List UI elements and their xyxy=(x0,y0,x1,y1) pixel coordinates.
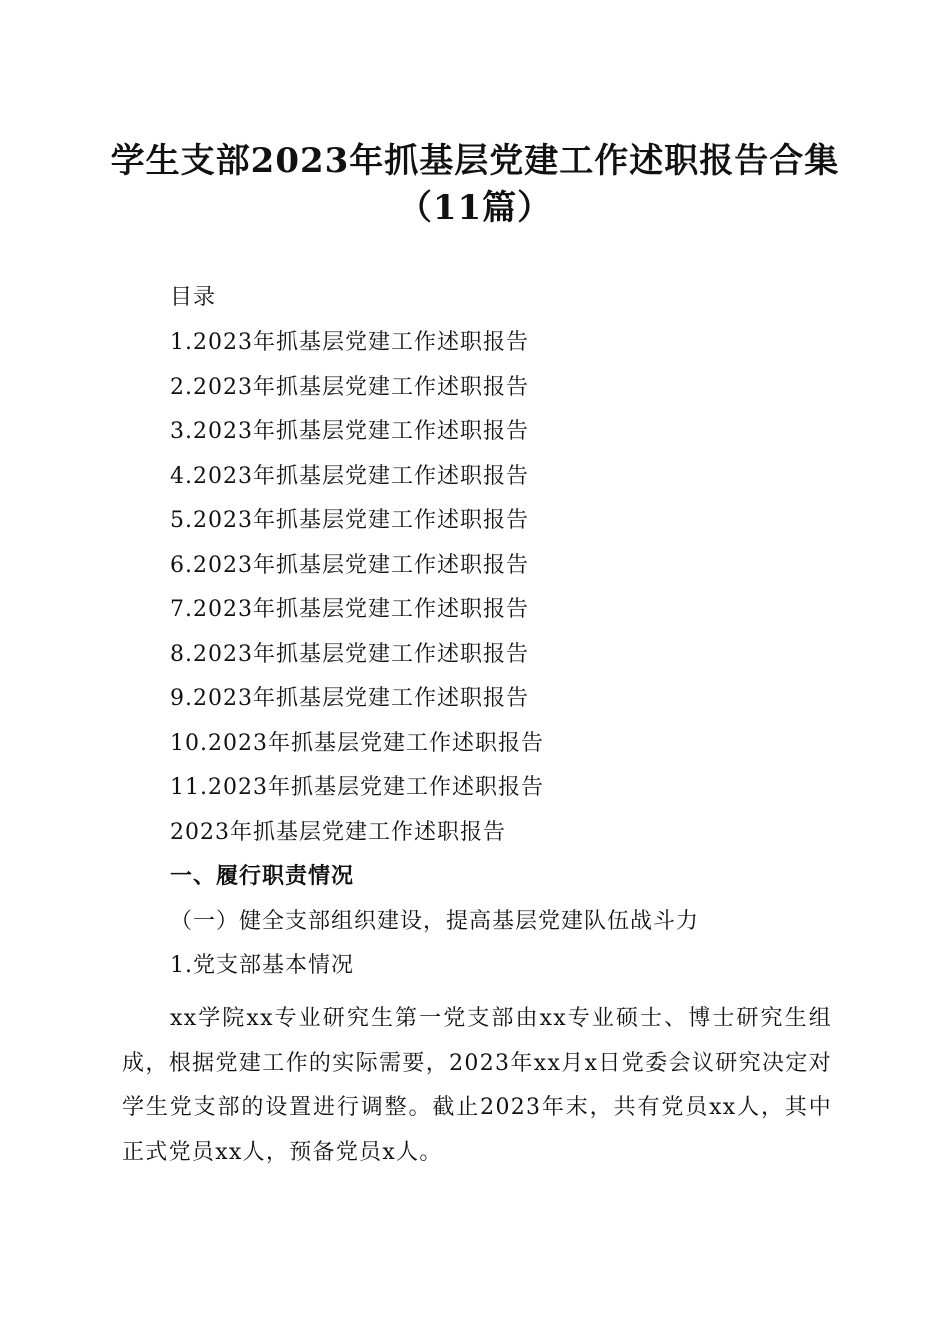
toc-item: 10.2023年抓基层党建工作述职报告 xyxy=(170,730,544,756)
subsection-heading: （一）健全支部组织建设，提高基层党建队伍战斗力 xyxy=(170,908,700,934)
toc-item: 8.2023年抓基层党建工作述职报告 xyxy=(170,641,529,667)
toc-item: 11.2023年抓基层党建工作述职报告 xyxy=(170,775,544,800)
toc-item: 6.2023年抓基层党建工作述职报告 xyxy=(170,552,529,578)
toc-item: 4.2023年抓基层党建工作述职报告 xyxy=(170,463,529,489)
toc-item: 3.2023年抓基层党建工作述职报告 xyxy=(170,419,529,444)
item-heading: 1.党支部基本情况 xyxy=(170,953,354,978)
toc-item: 1.2023年抓基层党建工作述职报告 xyxy=(170,330,529,355)
toc-item: 2.2023年抓基层党建工作述职报告 xyxy=(170,374,529,400)
toc-item: 5.2023年抓基层党建工作述职报告 xyxy=(170,508,529,533)
toc-item: 9.2023年抓基层党建工作述职报告 xyxy=(170,686,529,711)
toc-heading: 目录 xyxy=(170,285,217,310)
article-title: 2023年抓基层党建工作述职报告 xyxy=(170,819,506,845)
toc-item: 7.2023年抓基层党建工作述职报告 xyxy=(170,597,529,622)
document-title: 学生支部2023年抓基层党建工作述职报告合集（11篇） xyxy=(110,141,840,228)
body-paragraph: xx学院xx专业研究生第一党支部由xx专业硕士、博士研究生组成，根据党建工作的实际需要，2023年xx月x日党委会议研究决定对学生党支部的设置进行调整。截止2023年末，共有党员xx人，其中正式党员xx人，预备党员x人。 xyxy=(122,1006,832,1165)
section-heading: 一、履行职责情况 xyxy=(170,864,355,889)
